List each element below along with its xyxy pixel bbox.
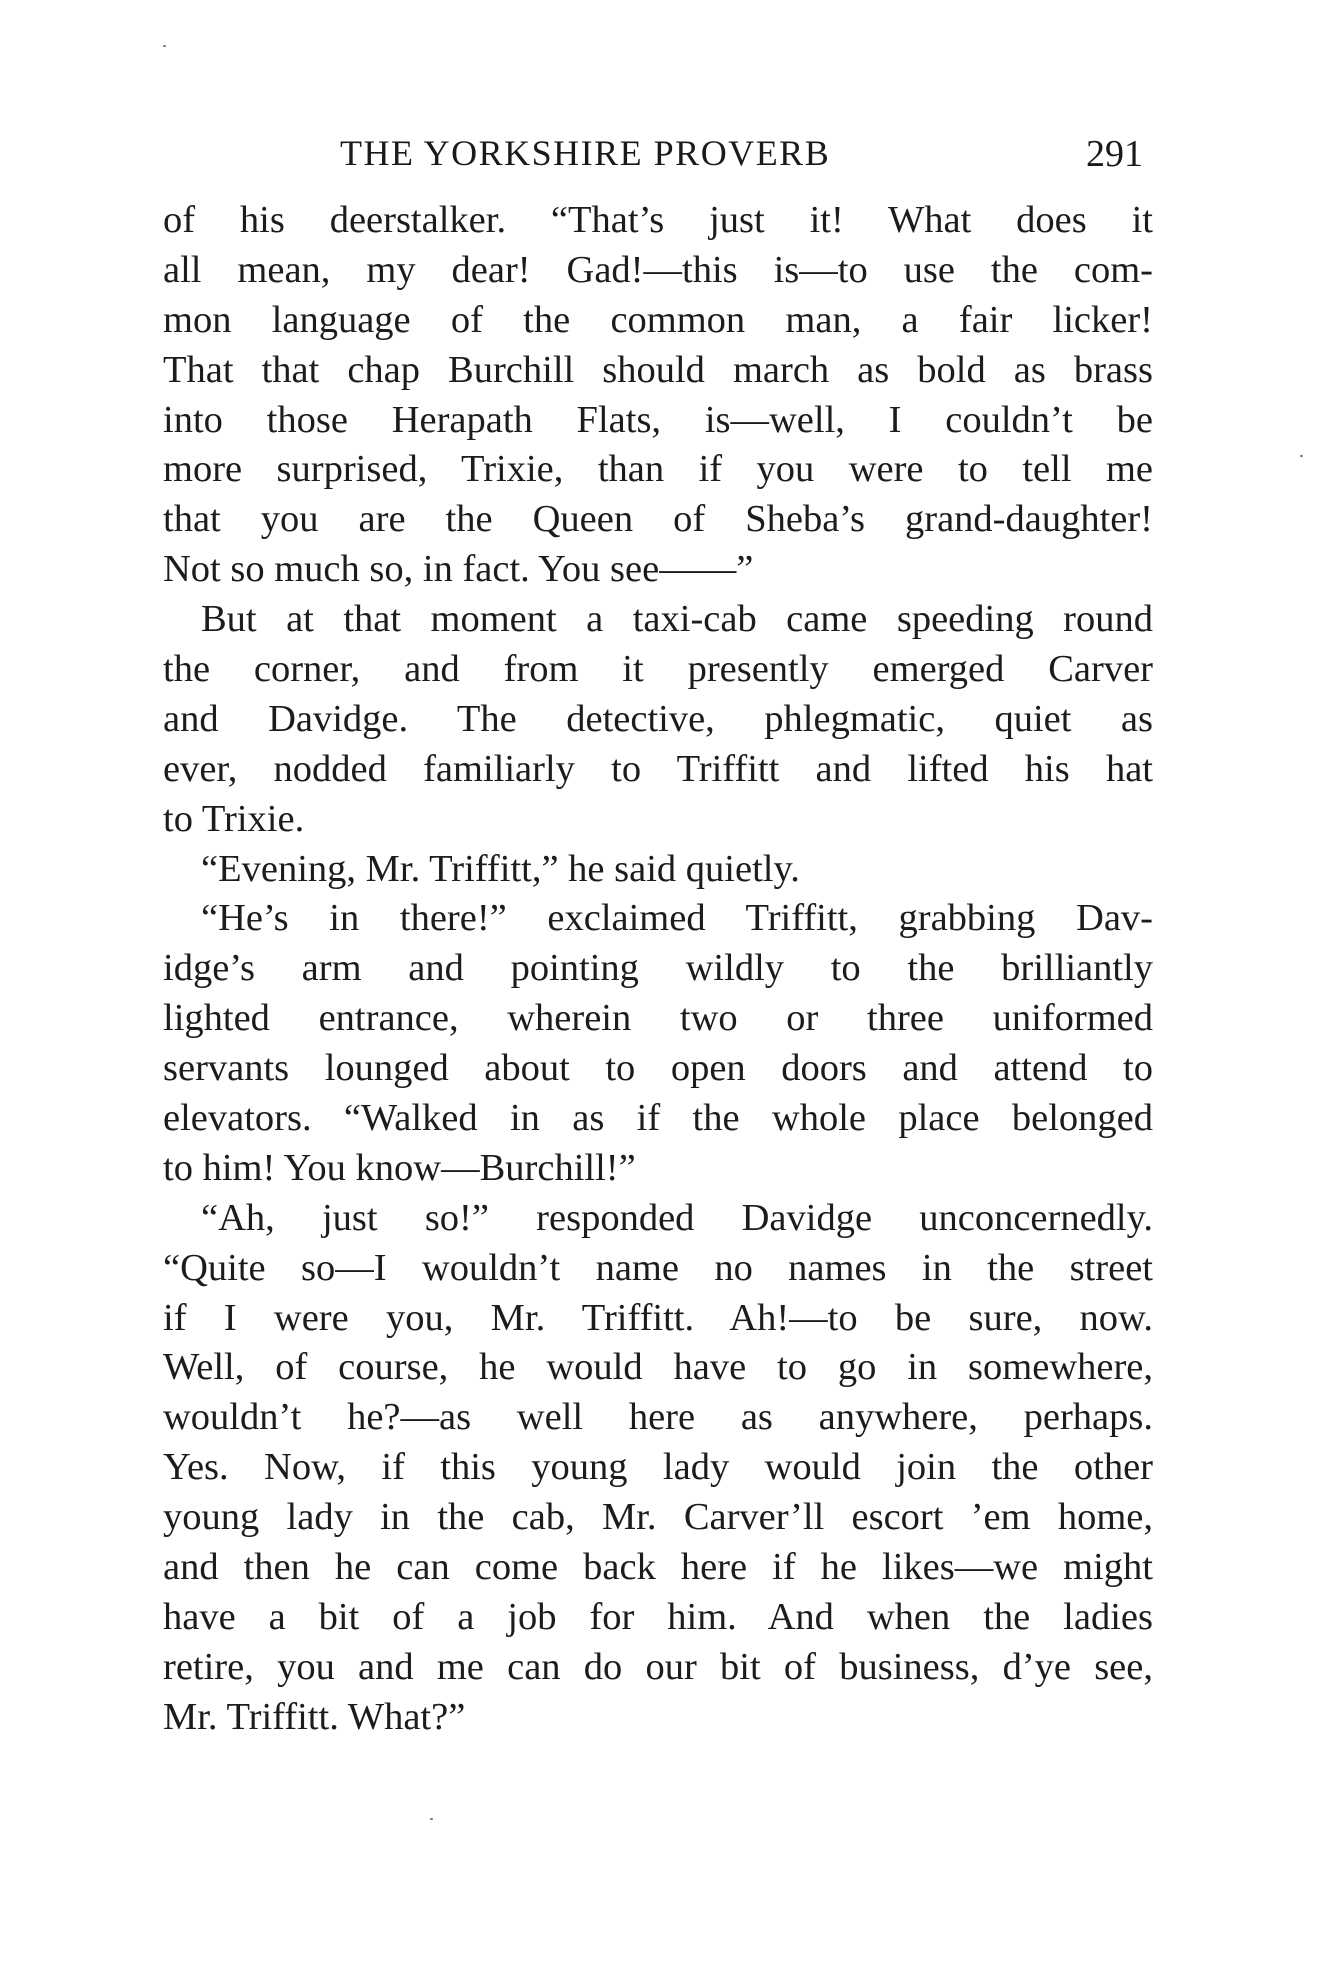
text-line: ever, nodded familiarly to Triffitt and lifted his hat [163,747,1153,790]
running-head [163,132,1153,190]
page-number: 291 [1086,133,1143,175]
text-line: “Evening, Mr. Triffitt,” he said quietly. [201,847,800,890]
paragraph [163,196,1153,595]
text-line: idge’s arm and pointing wildly to the brilliantly [163,947,1153,990]
paragraph [163,1194,1153,1743]
paragraph [163,595,1153,844]
text-line: “He’s in there!” exclaimed Triffitt, grabbing Dav- [201,897,1153,940]
text-line: Not so much so, in fact. You see——” [163,548,754,591]
text-line: of his deerstalker. “That’s just it! What does it [163,199,1153,241]
text-line: have a bit of a job for him. And when the ladies [163,1595,1153,1638]
text-line: that you are the Queen of Sheba’s grand-daughter! [163,498,1153,541]
text-line: Mr. Triffitt. What?” [163,1695,466,1738]
text-line: into those Herapath Flats, is—well, I couldn’t be [163,398,1153,441]
text-line: retire, you and me can do our bit of business, d’ye see, [163,1645,1153,1688]
text-line: young lady in the cab, Mr. Carver’ll escort ’em home, [163,1496,1153,1539]
text-line: Yes. Now, if this young lady would join the other [163,1446,1153,1489]
body-text [163,196,1153,1743]
text-line: servants lounged about to open doors and attend to [163,1047,1153,1090]
text-line: all mean, my dear! Gad!—this is—to use the com- [163,248,1153,291]
scan-speck [430,1818,433,1820]
text-line: Well, of course, he would have to go in somewhere, [163,1346,1153,1389]
text-line: wouldn’t he?—as well here as anywhere, perhaps. [163,1396,1153,1439]
scan-speck [163,45,166,47]
text-line: “Quite so—I wouldn’t name no names in the street [163,1246,1153,1289]
text-line: mon language of the common man, a fair licker! [163,298,1153,341]
text-line: and then he can come back here if he likes—we might [163,1546,1153,1589]
text-line: to Trixie. [163,797,305,840]
paragraph [163,894,1153,1193]
text-line: the corner, and from it presently emerged Carver [163,648,1153,691]
text-line: if I were you, Mr. Triffitt. Ah!—to be sure, now. [163,1296,1153,1339]
paragraph [163,845,1153,895]
text-line: to him! You know—Burchill!” [163,1146,636,1189]
text-line: and Davidge. The detective, phlegmatic, quiet as [163,697,1153,740]
text-line: elevators. “Walked in as if the whole place belonged [163,1097,1153,1140]
text-line: lighted entrance, wherein two or three uniformed [163,997,1153,1040]
text-line: “Ah, just so!” responded Davidge unconcernedly. [201,1196,1153,1239]
text-line: That that chap Burchill should march as bold as brass [163,348,1153,391]
text-line: But at that moment a taxi-cab came speeding round [201,598,1153,641]
scan-speck [1300,455,1303,457]
text-line: more surprised, Trixie, than if you were to tell me [163,448,1153,491]
running-title: THE YORKSHIRE PROVERB [340,133,831,173]
